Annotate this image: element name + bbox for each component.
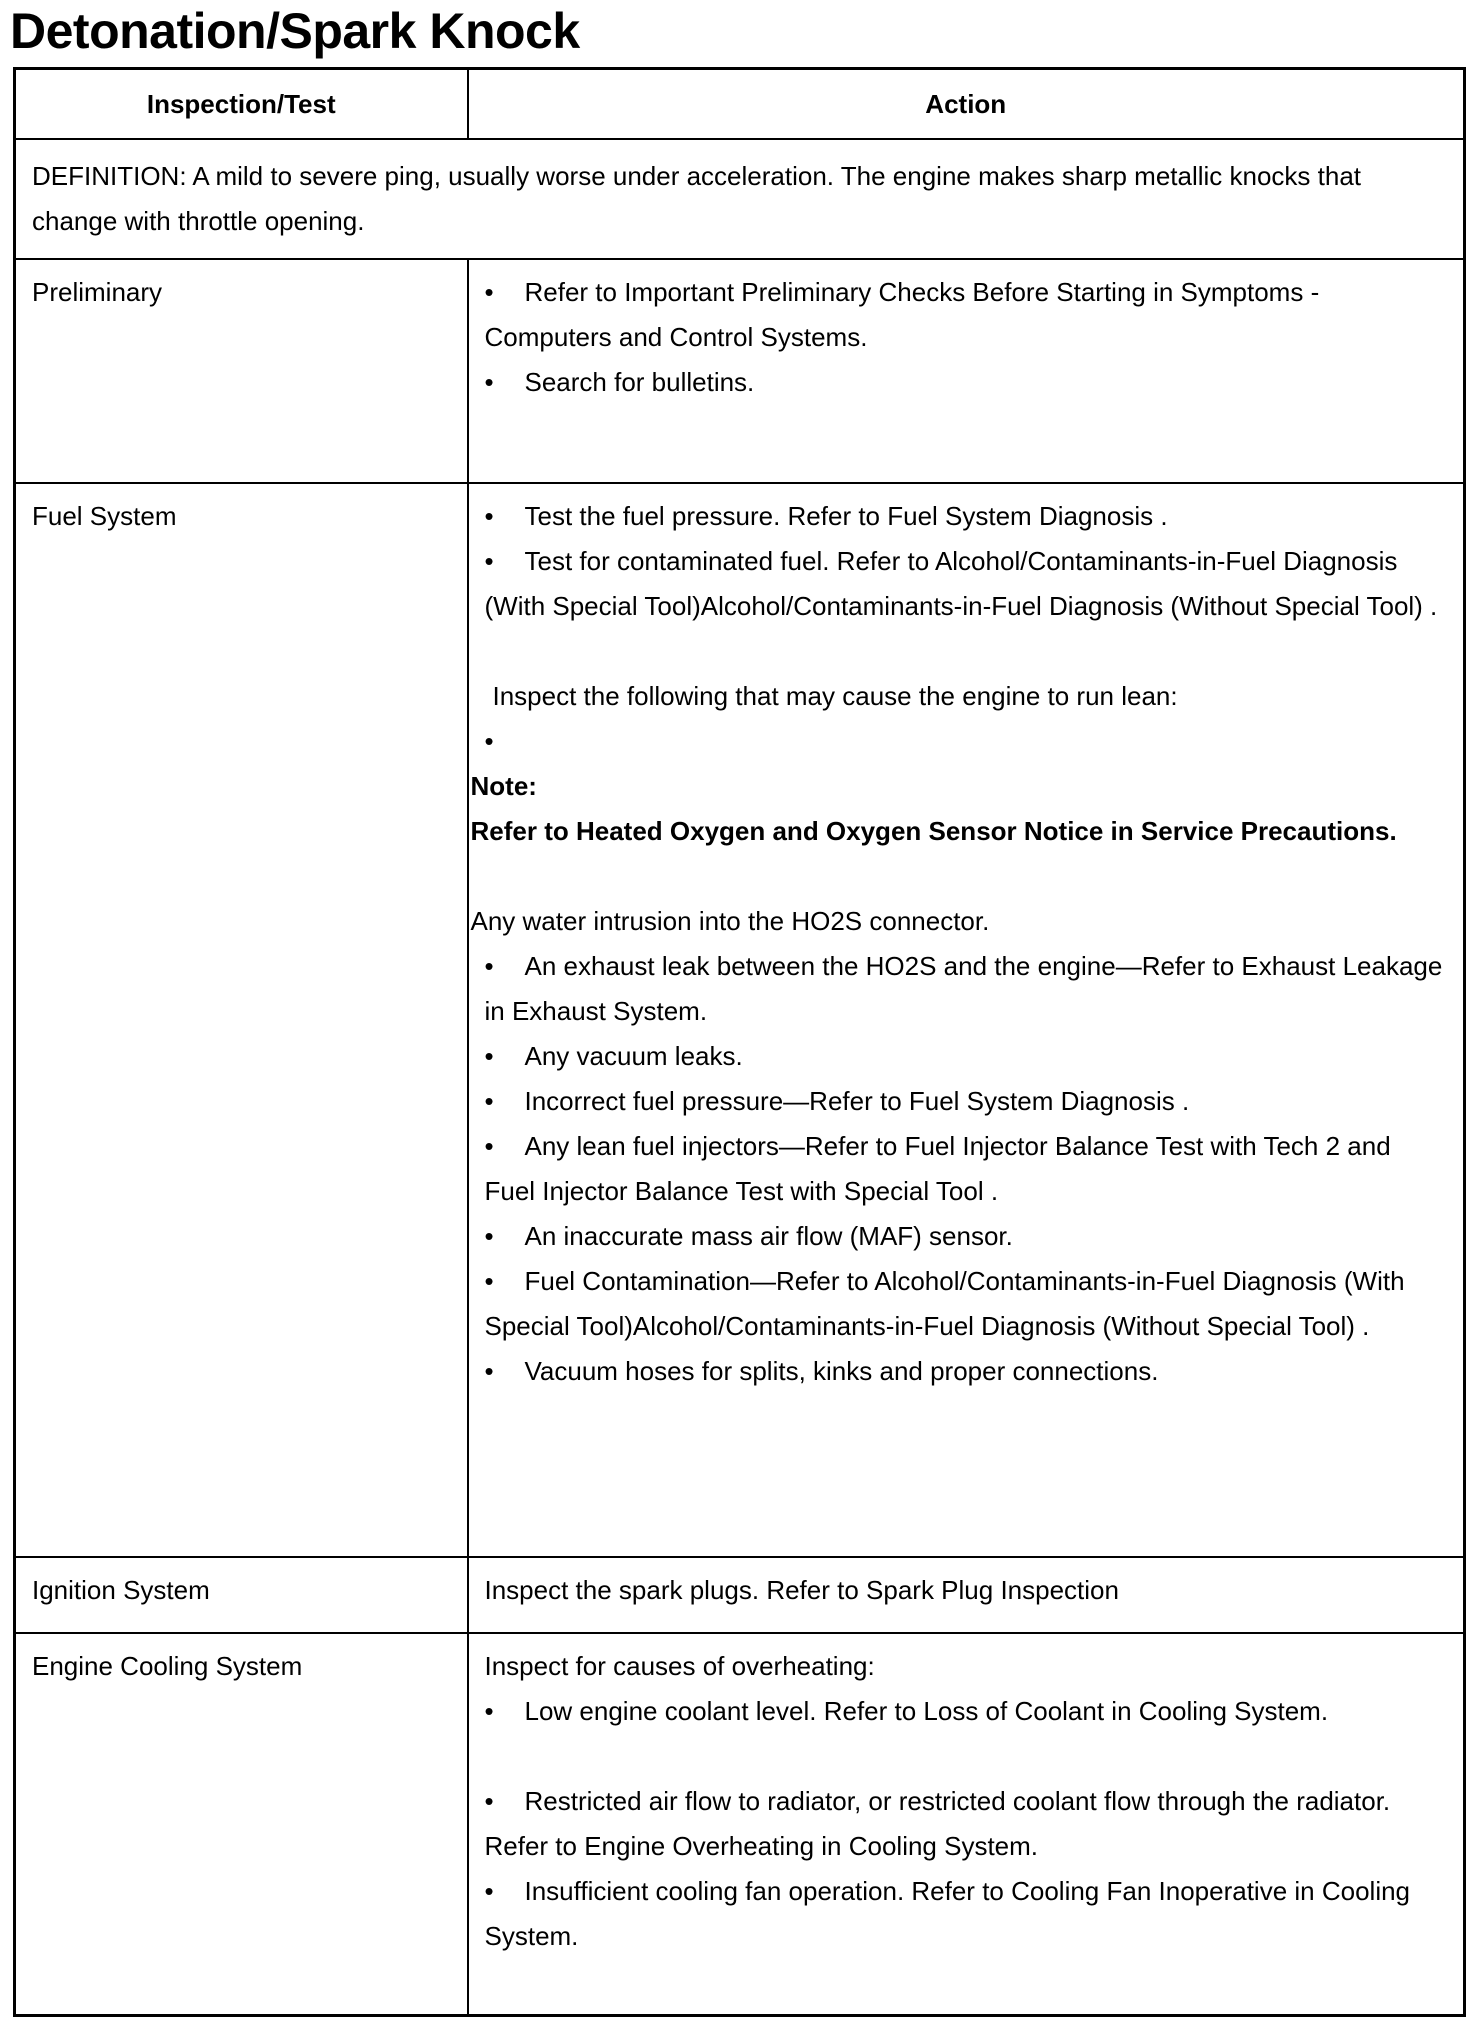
action-item: • Restricted air flow to radiator, or restricted coolant flow through the radiator. Refer to Engine Overheating in Cooling System.	[485, 1779, 1448, 1869]
action-item: • Search for bulletins.	[485, 360, 1448, 405]
action-item: • Test the fuel pressure. Refer to Fuel System Diagnosis .	[485, 494, 1448, 539]
table-row	[15, 259, 1465, 483]
lean-intro: Inspect the following that may cause the engine to run lean:	[492, 681, 1178, 711]
diagnostic-table	[13, 67, 1466, 2017]
page-title: Detonation/Spark Knock	[10, 3, 580, 59]
action-item: • Insufficient cooling fan operation. Refer to Cooling Fan Inoperative in Cooling System.	[485, 1869, 1448, 1959]
inspection-label: Ignition System	[32, 1575, 210, 1605]
action-item: • Low engine coolant level. Refer to Loss of Coolant in Cooling System.	[485, 1689, 1448, 1734]
lean-item: • Vacuum hoses for splits, kinks and proper connections.	[485, 1349, 1448, 1394]
inspection-cell	[15, 1633, 468, 2016]
action-cell	[468, 483, 1465, 1557]
inspection-label: Preliminary	[32, 277, 163, 307]
water-item: Any water intrusion into the HO2S connector.	[470, 906, 990, 936]
action-cell	[468, 259, 1465, 483]
lean-item: • An exhaust leak between the HO2S and the engine—Refer to Exhaust Leakage in Exhaust System.	[485, 944, 1448, 1034]
inspection-cell	[15, 259, 468, 483]
table-row	[15, 1633, 1465, 2016]
inspection-label: Engine Cooling System	[32, 1651, 303, 1681]
table-row	[15, 483, 1465, 1557]
definition-text: DEFINITION: A mild to severe ping, usually worse under acceleration. The engine makes sharp metallic knocks that change with throttle opening.	[32, 161, 1362, 236]
header-action: Action	[468, 69, 1465, 140]
note-text: Refer to Heated Oxygen and Oxygen Sensor Notice in Service Precautions.	[470, 816, 1397, 846]
lean-item: • Incorrect fuel pressure—Refer to Fuel System Diagnosis .	[485, 1079, 1448, 1124]
action-text: Inspect the spark plugs. Refer to Spark Plug Inspection	[484, 1575, 1119, 1605]
inspection-label: Fuel System	[32, 501, 177, 531]
inspection-cell	[15, 483, 468, 1557]
header-inspection: Inspection/Test	[15, 69, 468, 140]
action-cell	[468, 1633, 1465, 2016]
note-label: Note:	[470, 771, 537, 801]
action-cell	[468, 1557, 1465, 1633]
action-item: • Refer to Important Preliminary Checks Before Starting in Symptoms - Computers and Control Systems.	[485, 270, 1448, 360]
action-item: • Test for contaminated fuel. Refer to Alcohol/Contaminants-in-Fuel Diagnosis (With Special Tool)Alcohol/Contaminants-in-Fuel Diagnosis (Without Special Tool) .	[485, 539, 1448, 629]
inspection-cell	[15, 1557, 468, 1633]
lean-item: • An inaccurate mass air flow (MAF) sensor.	[485, 1214, 1448, 1259]
lean-item: • Fuel Contamination—Refer to Alcohol/Contaminants-in-Fuel Diagnosis (With Special Tool)Alcohol/Contaminants-in-Fuel Diagnosis (Without Special Tool) .	[485, 1259, 1448, 1349]
header-row	[15, 69, 1465, 140]
cooling-intro: Inspect for causes of overheating:	[484, 1651, 875, 1681]
definition-cell	[15, 139, 1465, 259]
lean-item: • Any vacuum leaks.	[485, 1034, 1448, 1079]
definition-row	[15, 139, 1465, 259]
table-row	[15, 1557, 1465, 1633]
empty-bullet	[485, 719, 1448, 764]
lean-item: • Any lean fuel injectors—Refer to Fuel Injector Balance Test with Tech 2 and Fuel Injector Balance Test with Special Tool .	[485, 1124, 1448, 1214]
